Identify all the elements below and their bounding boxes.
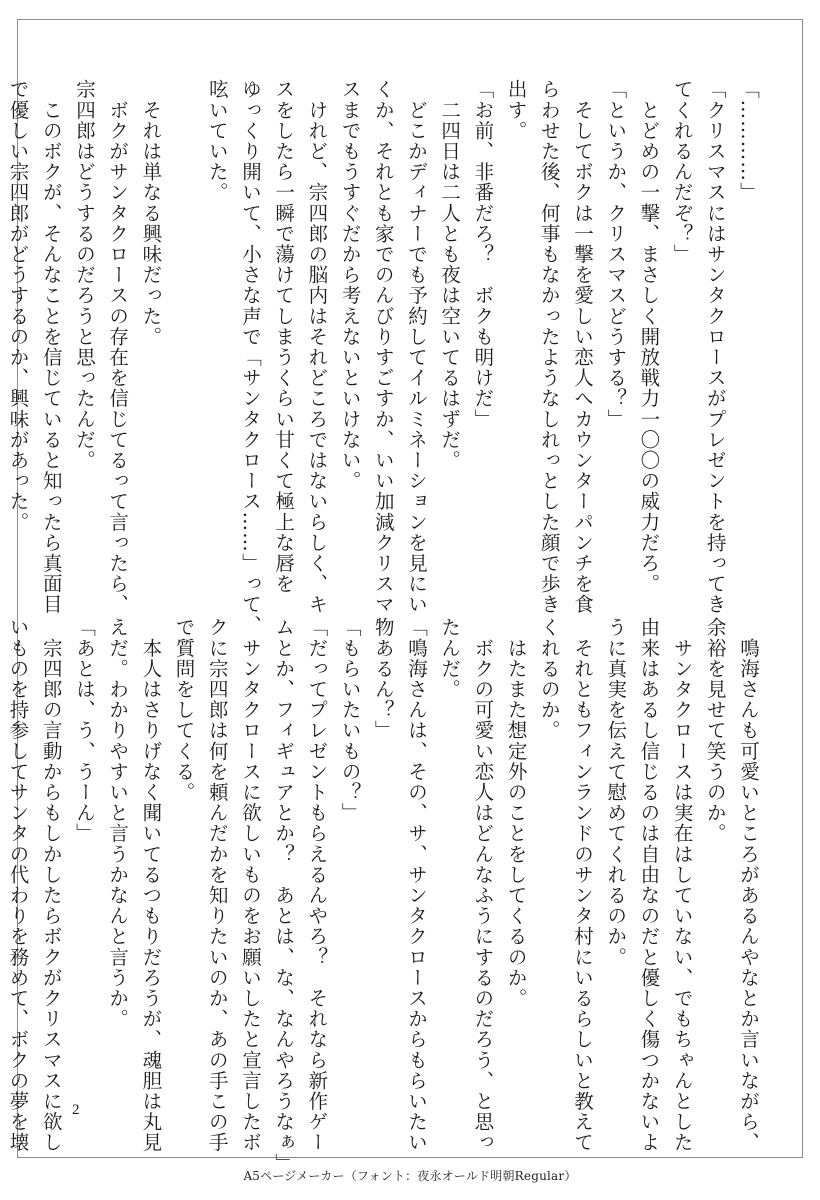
bottom-column-line: 「もらいたいもの？」 (338, 617, 362, 823)
bottom-column-line: サンタクロースに欲しいものをお願いしたと宣言したボ (238, 617, 262, 1153)
bottom-column-line: ムとか、フィギュアとか？ あとは、な、なんやろうなぁ」 (272, 617, 296, 1174)
text-column-top (6, 79, 765, 636)
top-column-line: とどめの一撃、まさしく開放戦力一〇〇の威力だろ。 (637, 79, 661, 594)
top-column-line: それは単なる興味だった。 (139, 79, 163, 347)
top-column-line: ゆっくり開いて、小さな声で「サンタクロース……」って、 (238, 79, 262, 636)
bottom-column-line: はたまた想定外のことをしてくるのか。 (504, 617, 528, 1009)
bottom-column-line: クに宗四郎は何を頼んだかを知りたいのか、あの手この手 (205, 617, 229, 1153)
top-column-line: けれど、宗四郎の脳内はそれどころではないらしく、キ (305, 79, 329, 615)
top-column-line: 出す。 (504, 79, 528, 141)
bottom-column-line: 本人はさりげなく聞いてるつもりだろうが、魂胆は丸見 (139, 617, 163, 1153)
top-column-line: どこかディナーでも予約してイルミネーションを見にい (404, 79, 428, 615)
bottom-column-line: 「鳴海さんは、その、サ、サンタクロースからもらいたい (404, 617, 428, 1153)
top-column-line: ボクがサンタクロースの存在を信じてるって言ったら、 (106, 79, 130, 615)
top-column-line: 二四日は二人とも夜は空いてるはずだ。 (438, 79, 462, 471)
text-column-bottom (6, 617, 765, 1174)
bottom-column-line: たんだ。 (438, 617, 462, 700)
bottom-column-line: 由来はあるし信じるのは自由なのだと優しく傷つかないよ (637, 617, 661, 1153)
top-column-line: 「お前、非番だろ？ ボクも明けだ」 (471, 79, 495, 430)
top-column-line: このボクが、そんなことを信じていると知ったら真面目 (39, 79, 63, 615)
footer-caption: A5ページメーカー（フォント：夜永オールド明朝Regular） (243, 1169, 577, 1183)
top-column-line: そしてボクは一撃を愛しい恋人へカウンターパンチを食 (570, 79, 594, 615)
bottom-column-line: で質問をしてくる。 (172, 617, 196, 803)
top-column-line (167, 79, 200, 559)
bottom-column-line: くれるのか。 (537, 617, 561, 741)
bottom-column-line: えだ。わかりやすいと言うかなんと言うか。 (106, 617, 130, 1029)
bottom-column-line: 余裕を見せて笑うのか。 (703, 617, 727, 844)
bottom-column-line: ボクの可愛い恋人はどんなふうにするのだろう、と思っ (471, 617, 495, 1153)
bottom-column-line: 鳴海さんも可愛いところがあるんやなとか言いながら、 (737, 617, 760, 1153)
top-column-line: 「というか、クリスマスどうする？」 (604, 79, 628, 430)
top-column-line: 「…………」 (737, 79, 760, 203)
bottom-column-line: サンタクロースは実在はしていない、でもちゃんとした (670, 617, 694, 1153)
bottom-column-line: うに真実を伝えて慰めてくれるのか。 (604, 617, 628, 968)
top-column-line: で優しい宗四郎がどうするのか、興味があった。 (6, 79, 30, 533)
bottom-column-line: いものを持参してサンタの代わりを務めて、ボクの夢を壊 (6, 617, 30, 1153)
bottom-column-line: それともフィンランドのサンタ村にいるらしいと教えて (570, 617, 594, 1153)
top-column-line: 呟いていた。 (205, 79, 229, 203)
top-column-line: スをしたら一瞬で蕩けてしまうくらい甘くて極上な唇を (272, 79, 296, 594)
bottom-column-line: 「あとは、う、うーん」 (72, 617, 96, 844)
top-column-line: てくれるんだぞ？」 (670, 79, 694, 265)
bottom-column-line: 宗四郎の言動からもしかしたらボクがクリスマスに欲し (39, 617, 63, 1153)
bottom-column-line: 物あるん？」 (371, 617, 395, 741)
top-column-line: くか、それとも家でのんびりすごすか、いい加減クリスマ (371, 79, 395, 615)
top-column-line: スまでもうすぐだから考えないといけない。 (338, 79, 362, 491)
top-column-line: らわせた後、何事もなかったようなしれっとした顔で歩き (537, 79, 561, 615)
bottom-column-line: 「だってプレゼントもらえるんやろ？ それなら新作ゲー (305, 617, 329, 1153)
top-column-line: 宗四郎はどうするのだろうと思ったんだ。 (72, 79, 96, 471)
page-number: 2 (72, 1102, 80, 1118)
top-column-line: 「クリスマスにはサンタクロースがプレゼントを持ってき (703, 79, 727, 615)
